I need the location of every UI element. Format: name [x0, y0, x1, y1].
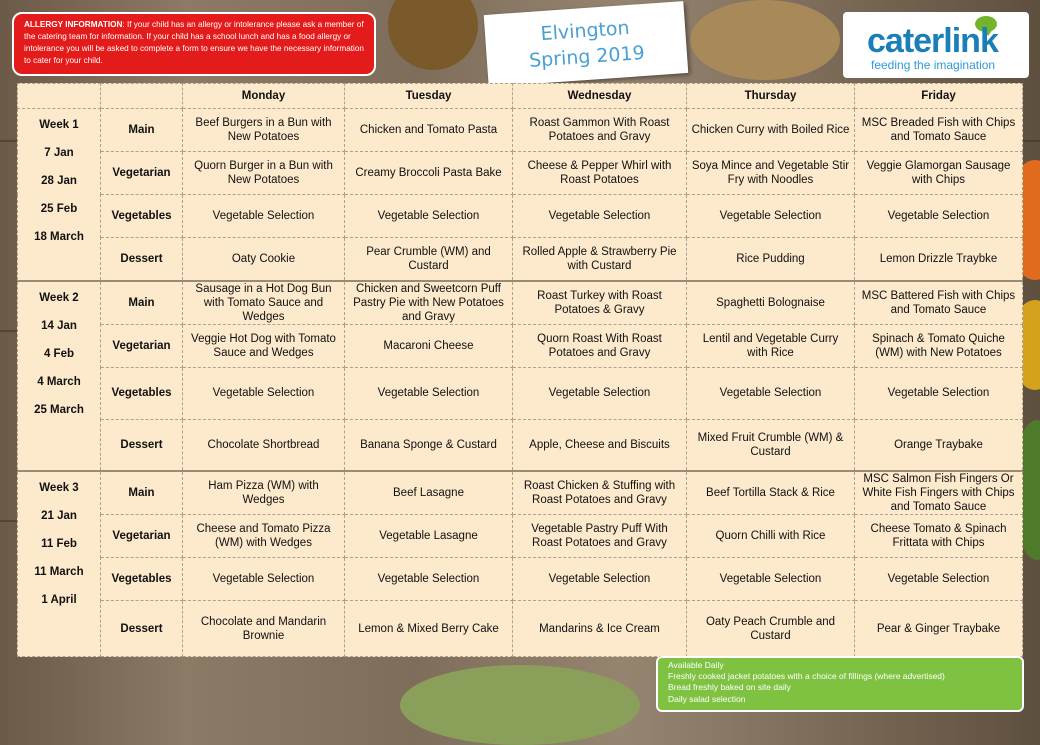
menu-item: Quorn Burger in a Bun with New Potatoes [183, 152, 345, 195]
menu-item: Rolled Apple & Strawberry Pie with Custard [513, 238, 687, 281]
category-label: Vegetables [101, 367, 183, 419]
week-date: 4 Feb [43, 347, 75, 360]
table-row [18, 324, 1023, 367]
menu-item: Vegetable Selection [345, 558, 513, 601]
menu-item: Spaghetti Bolognaise [687, 281, 855, 325]
menu-item: Lentil and Vegetable Curry with Rice [687, 324, 855, 367]
school-name: Elvington [539, 16, 631, 46]
menu-item: Pear & Ginger Traybake [855, 601, 1023, 657]
menu-item: Vegetable Pastry Puff With Roast Potatoes and Gravy [513, 515, 687, 558]
menu-item: Spinach & Tomato Quiche (WM) with New Potatoes [855, 324, 1023, 367]
menu-item: Roast Turkey with Roast Potatoes & Gravy [513, 281, 687, 325]
menu-item: Apple, Cheese and Biscuits [513, 419, 687, 471]
menu-item: Oaty Peach Crumble and Custard [687, 601, 855, 657]
week-date: 14 Jan [41, 319, 77, 332]
category-label: Dessert [101, 419, 183, 471]
week-date: 1 April [41, 594, 77, 606]
category-label: Dessert [101, 601, 183, 657]
menu-item: Quorn Roast With Roast Potatoes and Gravy [513, 324, 687, 367]
category-label: Vegetables [101, 558, 183, 601]
menu-item: Vegetable Selection [687, 558, 855, 601]
allergy-info-box [12, 12, 376, 76]
logo-wordmark: caterlink [867, 22, 998, 60]
vegetable-decoration [388, 0, 478, 70]
menu-item: Beef Lasagne [345, 471, 513, 515]
menu-item: Vegetable Selection [345, 367, 513, 419]
menu-item: Vegetable Selection [513, 558, 687, 601]
week-dates-cell [18, 281, 101, 472]
menu-item: Mixed Fruit Crumble (WM) & Custard [687, 419, 855, 471]
week-date: 4 March [37, 375, 81, 388]
week-date: 25 Feb [40, 203, 78, 215]
logo-tagline: feeding the imagination [871, 58, 996, 72]
category-label: Dessert [101, 238, 183, 281]
menu-item: Cheese & Pepper Whirl with Roast Potatoes [513, 152, 687, 195]
menu-item: Roast Gammon With Roast Potatoes and Gravy [513, 109, 687, 152]
menu-table [17, 83, 1023, 657]
menu-item: Ham Pizza (WM) with Wedges [183, 471, 345, 515]
term-name: Spring 2019 [528, 41, 646, 72]
table-row [18, 601, 1023, 657]
week-date: 11 Feb [41, 538, 77, 550]
menu-item: Pear Crumble (WM) and Custard [345, 238, 513, 281]
day-header: Friday [855, 84, 1023, 109]
table-row [18, 152, 1023, 195]
menu-item: Vegetable Selection [183, 367, 345, 419]
menu-item: Oaty Cookie [183, 238, 345, 281]
table-row [18, 419, 1023, 471]
menu-item: Chicken and Tomato Pasta [345, 109, 513, 152]
table-row [18, 281, 1023, 325]
table-row [18, 471, 1023, 515]
menu-item: Chicken and Sweetcorn Puff Pastry Pie with New Potatoes and Gravy [345, 281, 513, 325]
day-header: Tuesday [345, 84, 513, 109]
day-header: Thursday [687, 84, 855, 109]
table-row [18, 109, 1023, 152]
table-row [18, 515, 1023, 558]
category-label: Vegetarian [101, 515, 183, 558]
menu-item: Beef Burgers in a Bun with New Potatoes [183, 109, 345, 152]
menu-item: Sausage in a Hot Dog Bun with Tomato Sauce and Wedges [183, 281, 345, 325]
menu-item: Vegetable Selection [513, 195, 687, 238]
menu-item: Vegetable Selection [855, 195, 1023, 238]
header-blank [18, 84, 101, 109]
menu-item: Chocolate Shortbread [183, 419, 345, 471]
header-blank [101, 84, 183, 109]
menu-item: MSC Battered Fish with Chips and Tomato Sauce [855, 281, 1023, 325]
menu-item: MSC Breaded Fish with Chips and Tomato Sauce [855, 109, 1023, 152]
menu-item: Soya Mince and Vegetable Stir Fry with Noodles [687, 152, 855, 195]
menu-item: Banana Sponge & Custard [345, 419, 513, 471]
category-label: Main [101, 281, 183, 325]
menu-item: Quorn Chilli with Rice [687, 515, 855, 558]
menu-item: Vegetable Selection [183, 558, 345, 601]
table-row [18, 195, 1023, 238]
table-row [18, 367, 1023, 419]
menu-item: Vegetable Selection [183, 195, 345, 238]
week-date: 21 Jan [41, 510, 77, 522]
menu-item: Veggie Glamorgan Sausage with Chips [855, 152, 1023, 195]
table-row [18, 238, 1023, 281]
week-date: 18 March [34, 231, 84, 243]
menu-item: Lemon & Mixed Berry Cake [345, 601, 513, 657]
menu-item: Rice Pudding [687, 238, 855, 281]
menu-item: Vegetable Selection [687, 195, 855, 238]
week-date: 11 March [34, 566, 84, 578]
week-date: 25 March [34, 403, 84, 416]
week-label: Week 2 [39, 291, 79, 304]
menu-item: Vegetable Selection [855, 558, 1023, 601]
week-date: 28 Jan [41, 175, 77, 187]
allergy-text: : If your child has an allergy or intolerance please ask a member of the catering team for information. If your child has a school lunch and has a food allergy or intolerance you will be asked to complete a form to ensure we have the necessary information to cater for your child. [24, 20, 364, 65]
menu-item: Vegetable Selection [345, 195, 513, 238]
category-label: Vegetarian [101, 152, 183, 195]
day-header: Monday [183, 84, 345, 109]
menu-item: Beef Tortilla Stack & Rice [687, 471, 855, 515]
category-label: Vegetarian [101, 324, 183, 367]
vegetable-decoration [690, 0, 840, 80]
menu-item: Macaroni Cheese [345, 324, 513, 367]
week-dates-cell [18, 471, 101, 657]
daily-line: Freshly cooked jacket potatoes with a choice of fillings (where advertised) [668, 671, 945, 682]
category-label: Main [101, 109, 183, 152]
menu-item: Vegetable Selection [513, 367, 687, 419]
week-label: Week 3 [39, 482, 79, 494]
menu-item: Vegetable Selection [855, 367, 1023, 419]
menu-item: Cheese Tomato & Spinach Frittata with Chips [855, 515, 1023, 558]
table-header-row [18, 84, 1023, 109]
daily-line: Available Daily [668, 660, 724, 670]
menu-item: Vegetable Selection [687, 367, 855, 419]
menu-item: MSC Salmon Fish Fingers Or White Fish Fingers with Chips and Tomato Sauce [855, 471, 1023, 515]
category-label: Vegetables [101, 195, 183, 238]
table-row [18, 558, 1023, 601]
category-label: Main [101, 471, 183, 515]
week-label: Week 1 [39, 119, 79, 131]
menu-item: Creamy Broccoli Pasta Bake [345, 152, 513, 195]
menu-item: Chocolate and Mandarin Brownie [183, 601, 345, 657]
vegetable-decoration [400, 665, 640, 745]
menu-item: Cheese and Tomato Pizza (WM) with Wedges [183, 515, 345, 558]
day-header: Wednesday [513, 84, 687, 109]
menu-item: Lemon Drizzle Traybke [855, 238, 1023, 281]
menu-item: Veggie Hot Dog with Tomato Sauce and Wedges [183, 324, 345, 367]
week-dates-cell [18, 109, 101, 281]
school-term-note [484, 1, 689, 87]
daily-line: Bread freshly baked on site daily [668, 682, 791, 693]
menu-item: Orange Traybake [855, 419, 1023, 471]
daily-line: Daily salad selection [668, 693, 746, 704]
menu-item: Chicken Curry with Boiled Rice [687, 109, 855, 152]
caterlink-logo [843, 12, 1029, 78]
week-date: 7 Jan [44, 147, 74, 159]
daily-availability-box [656, 656, 1024, 712]
menu-item: Vegetable Lasagne [345, 515, 513, 558]
allergy-heading: ALLERGY INFORMATION [24, 20, 123, 29]
menu-item: Roast Chicken & Stuffing with Roast Potatoes and Gravy [513, 471, 687, 515]
menu-item: Mandarins & Ice Cream [513, 601, 687, 657]
